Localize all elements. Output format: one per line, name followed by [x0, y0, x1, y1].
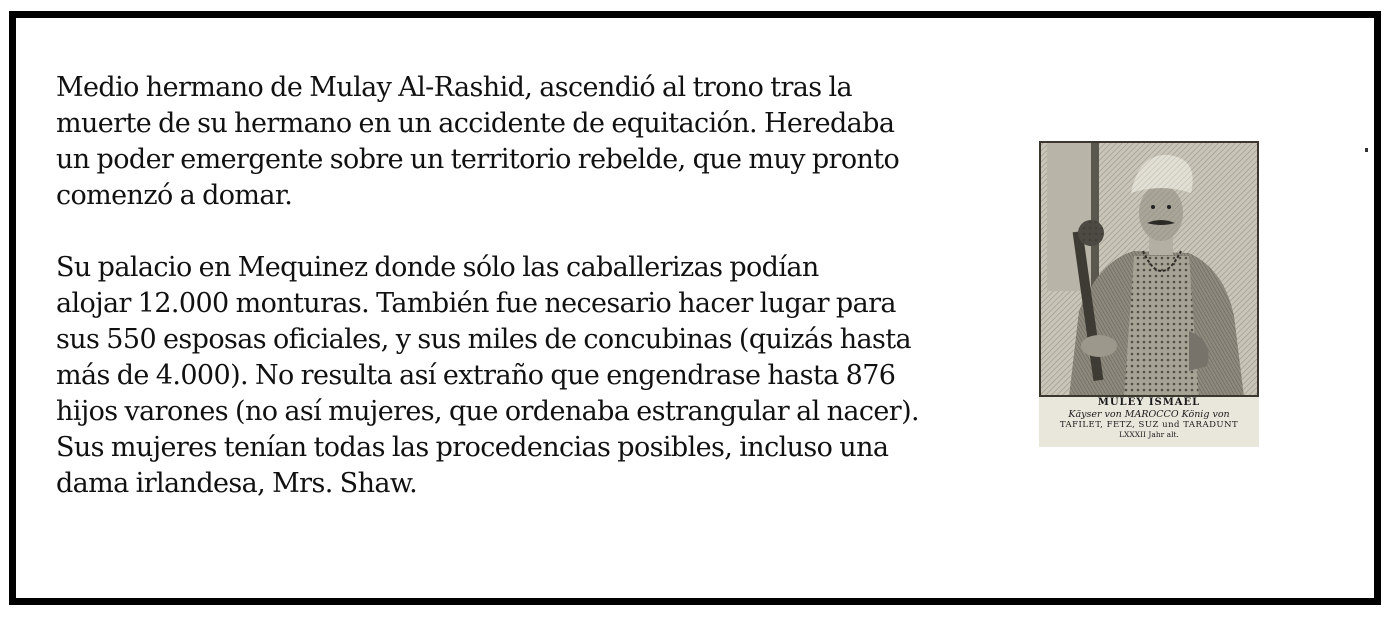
caption-territories: TAFILET, FETZ, SUZ und TARADUNT — [1059, 420, 1239, 430]
portrait-caption — [1039, 397, 1259, 447]
edge-mark — [1365, 148, 1368, 152]
text-block — [56, 70, 1016, 502]
portrait-engraving — [1039, 141, 1259, 447]
portrait-figure-illustration — [1039, 141, 1259, 397]
caption-name: MULEY ISMAEL — [1097, 397, 1201, 408]
paragraph-1: Medio hermano de Mulay Al-Rashid, ascendió al trono tras la muerte de su hermano en un accidente de equitación. Heredaba un poder emergente sobre un territorio rebelde, que muy pronto comenzó a domar. — [56, 72, 900, 211]
paragraph-2: Su palacio en Mequinez donde sólo las caballerizas podían alojar 12.000 monturas. También fue necesario hacer lugar para sus 550 esposas oficiales, y sus miles de concubinas (quizás hasta más de 4.000). No resulta así extraño que engendrase hasta 876 hijos varones (no así mujeres, que ordenaba estrangular al nacer). Sus mujeres tenían todas las procedencias posibles, incluso una dama irlandesa, Mrs. Shaw. — [56, 252, 919, 499]
caption-age: LXXXII Jahr alt. — [1119, 430, 1179, 439]
caption-title: Käyser von MAROCCO König von — [1068, 409, 1230, 420]
